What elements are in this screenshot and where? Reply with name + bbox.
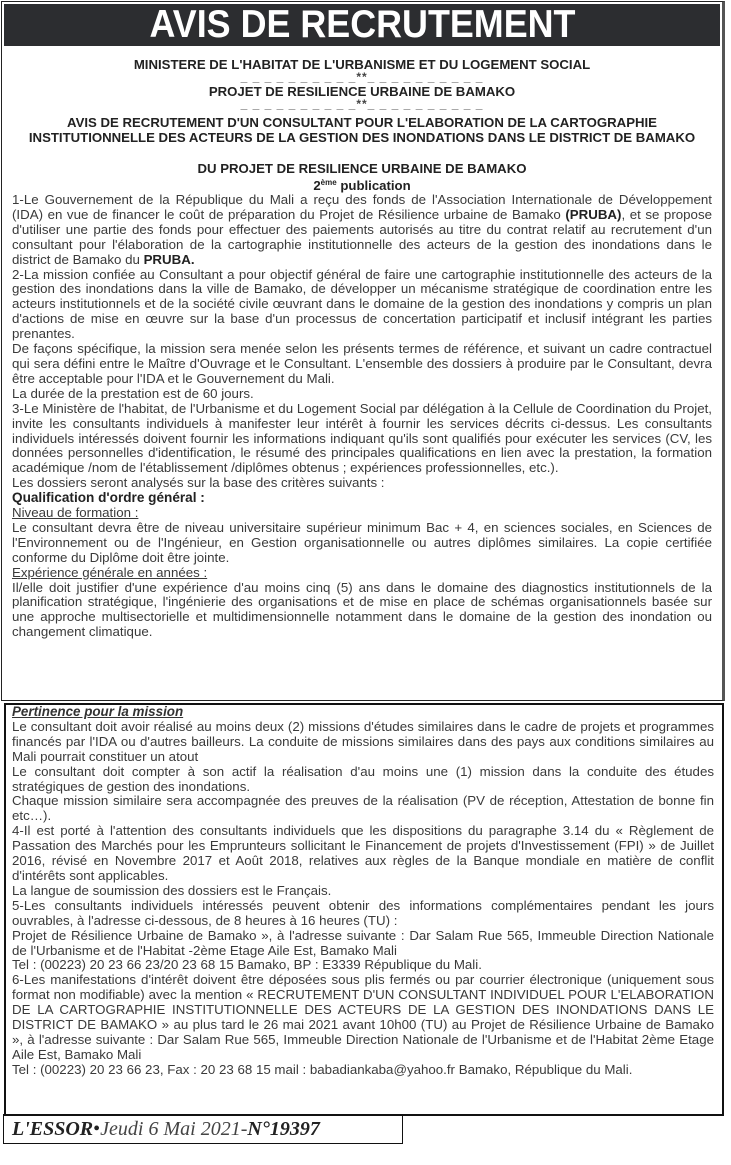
pertinence-heading: Pertinence pour la mission — [12, 704, 184, 719]
contact-suffix: Bamako, République du Mali. — [455, 1061, 633, 1077]
phone-info: Tel : (00223) 20 23 66 23/20 23 68 15 Bamako, BP : E3339 République du Mali. — [12, 957, 482, 973]
experience-text: Il/elle doit justifier d'une expérience d'au moins cinq (5) ans dans le domaine des diagnostics institutionnels de la planification stratégique, l'ingénierie des organisations et de mise en place de schémas organisationnels basée sur une approche multisectorielle et multidimensionnelle notamment dans le domaine de la gestion des inondation ou changement climatique. — [12, 579, 712, 640]
publication-label — [2, 176, 722, 193]
section-1-text: 1-Le Gouvernement de la République du Mali a reçu des fonds de l'Association Internationale de Développement (IDA) en vue de financer le coût de préparation du Projet de Résilience urbaine de Bamako — [12, 192, 712, 222]
newspaper-name: L'ESSOR — [12, 1117, 94, 1140]
formation-text: Le consultant devra être de niveau universitaire supérieur minimum Bac + 4, en sciences sociales, en Sciences de l'Environnement ou de l'Ingénieur, en Gestion organisationnelle ou autres diplômes similaires. La copie certifiée conforme du Diplôme doit être jointe. — [12, 519, 712, 565]
qualification-heading: Qualification d'ordre général : — [12, 490, 205, 506]
notice-body-continued — [6, 705, 722, 1078]
section-1 — [12, 193, 712, 268]
email-address: babadiankaba@yahoo.fr — [309, 1061, 455, 1077]
section-2-paragraph: De façons spécifique, la mission sera menée selon les présents termes de référence, et suivant un cadre contractuel qui sera défini entre le Maître d'Ouvrage et le Consultant. L'ensemble des dossiers à produire par le Consultant, devra être acceptable pour l'IDA et le Gouvernement du Mali. — [12, 341, 712, 386]
notice-title: AVIS DE RECRUTEMENT D'UN CONSULTANT POUR L'ELABORATION DE LA CARTOGRAPHIE INSTITUTIONNELLE DES ACTEURS DE LA GESTION DES INONDATIONS DANS LE DISTRICT DE BAMAKO — [28, 115, 696, 145]
acronym: PRUBA. — [143, 251, 195, 267]
dash: - — [240, 1117, 248, 1140]
section-5-paragraph: 5-Les consultants individuels intéressés peuvent obtenir des informations complémentaires pendant les jours ouvrables, à l'adresse ci-dessous, de 8 heures à 16 heures (TU) : — [12, 897, 714, 928]
notice-subtitle: DU PROJET DE RESILIENCE URBAINE DE BAMAKO — [197, 161, 527, 176]
section-2-paragraph: 2-La mission confiée au Consultant a pour objectif général de faire une cartographie institutionnelle des acteurs de la gestion des inondations dans la ville de Bamako, de développer un mécanisme stratégique de coordination entre les acteurs institutionnels et de la société civile œuvrant dans le domaine de la gestion des inondations y compris un plan d'actions de mise en œuvre sur la base d'un processus de concertation participatif et inclusif intégrant les parties prenantes. — [12, 266, 712, 342]
section-1-text: , et se propose d'utiliser une partie des fonds pour effectuer des paiements autorisés au titre du contrat relatif au recrutement d'un consultant pour l'élaboration de la cartographie institutionnelle des acteurs de la gestion des inondations dans le district de Bamako du — [12, 206, 712, 267]
notice-upper-box — [1, 1, 725, 701]
project-name: PROJET DE RESILIENCE URBAINE DE BAMAKO — [208, 84, 516, 99]
notice-body — [2, 193, 722, 640]
separator: _ _ _ _ _ _ _ _ _ _**_ _ _ _ _ _ _ _ _ _ — [240, 70, 484, 84]
formation-label: Niveau de formation : — [12, 505, 139, 521]
language-note: La langue de soumission des dossiers est le Français. — [12, 882, 332, 898]
experience-label: Expérience générale en années : — [12, 564, 208, 580]
banner — [4, 4, 720, 46]
contact-info — [12, 1063, 714, 1078]
notice-lower-box — [4, 703, 724, 1116]
acronym: (PRUBA) — [565, 206, 622, 222]
publication-sup: ème — [320, 178, 337, 187]
section-6-paragraph: 6-Les manifestations d'intérêt doivent être déposées sous plis fermés ou par courrier électronique (uniquement sous format non modifiable) avec la mention « RECRUTEMENT D'UN CONSULTANT INDIVIDUEL POUR L'ELABORATION DE LA CARTOGRAPHIE INSTITUTIONNELLE DES ACTEURS DE LA GESTION DES INONDATIONS DANS LE DISTRICT DE BAMAKO » au plus tard le 26 mai 2021 avant 10h00 (TU) au Projet de Résilience Urbaine de Bamako », à l'adresse suivante : Dar Salam Rue 565, Immeuble Direction Nationale de l'Urbanisme et de l'Habitat 2ème Etage Aile Est, Bamako Mali — [12, 972, 714, 1062]
duration: La durée de la prestation est de 60 jours. — [12, 385, 254, 401]
contact-prefix: Tel : (00223) 20 23 66 23, Fax : 20 23 68 15 mail : — [12, 1061, 310, 1077]
ministry-name: MINISTERE DE L'HABITAT DE L'URBANISME ET DU LOGEMENT SOCIAL — [133, 57, 591, 72]
pertinence-paragraph: Le consultant doit compter à son actif la réalisation d'au moins une (1) mission dans la conduite des études stratégiques de gestion des inondations. — [12, 763, 714, 794]
section-3-paragraph: 3-Le Ministère de l'habitat, de l'Urbanisme et du Logement Social par délégation à la Cellule de Coordination du Projet, invite les consultants individuels à manifester leur intérêt à fournir les services décrits ci-dessus. Les consultants individuels intéressés doivent fournir les informations indiquant qu'ils sont qualifiés pour exécuter les services (CV, les données personnelles d'identification, le résumé des principales qualifications en lien avec la prestation, la formation académique /nom de l'établissement /diplômes obtenus ; expériences professionnelles, etc.). — [12, 400, 712, 476]
publication-num: 2 — [313, 178, 321, 193]
bullet: • — [93, 1117, 101, 1140]
publication-word: publication — [336, 178, 411, 193]
banner-title: AVIS DE RECRUTEMENT — [149, 3, 575, 46]
newspaper-footer — [3, 1114, 403, 1144]
pertinence-paragraph: Chaque mission similaire sera accompagnée des preuves de la réalisation (PV de réception, Attestation de bonne fin etc…). — [12, 793, 714, 824]
pertinence-paragraph: Le consultant doit avoir réalisé au moins deux (2) missions d'études similaires dans le cadre de projets et programmes financés par l'IDA ou d'autres bailleurs. La conduite de missions similaires dans des pays aux conditions similaires au Mali pourrait constituer un atout — [12, 718, 714, 764]
separator: _ _ _ _ _ _ _ _ _ _**_ _ _ _ _ _ _ _ _ _ — [240, 97, 484, 111]
issue-number: N°19397 — [247, 1117, 320, 1140]
address: Projet de Résilience Urbaine de Bamako », à l'adresse suivante : Dar Salam Rue 565, Immeuble Direction Nationale de l'Urbanisme et de l'Habitat -2ème Etage Aile Est, Bamako Mali — [12, 927, 714, 958]
section-4-paragraph: 4-Il est porté à l'attention des consultants individuels que les dispositions du paragraphe 3.14 du « Règlement de Passation des Marchés pour les Emprunteurs sollicitant le Financement de projets d'Investissement (FPI) » de Juillet 2016, révisé en Novembre 2017 et Août 2018, relatives aux règles de la Banque mondiale en matière de conflit d'intérêts sont applicables. — [12, 823, 714, 883]
issue-date: Jeudi 6 Mai 2021 — [100, 1117, 241, 1140]
criteria-intro: Les dossiers seront analysés sur la base des critères suivants : — [12, 475, 385, 491]
